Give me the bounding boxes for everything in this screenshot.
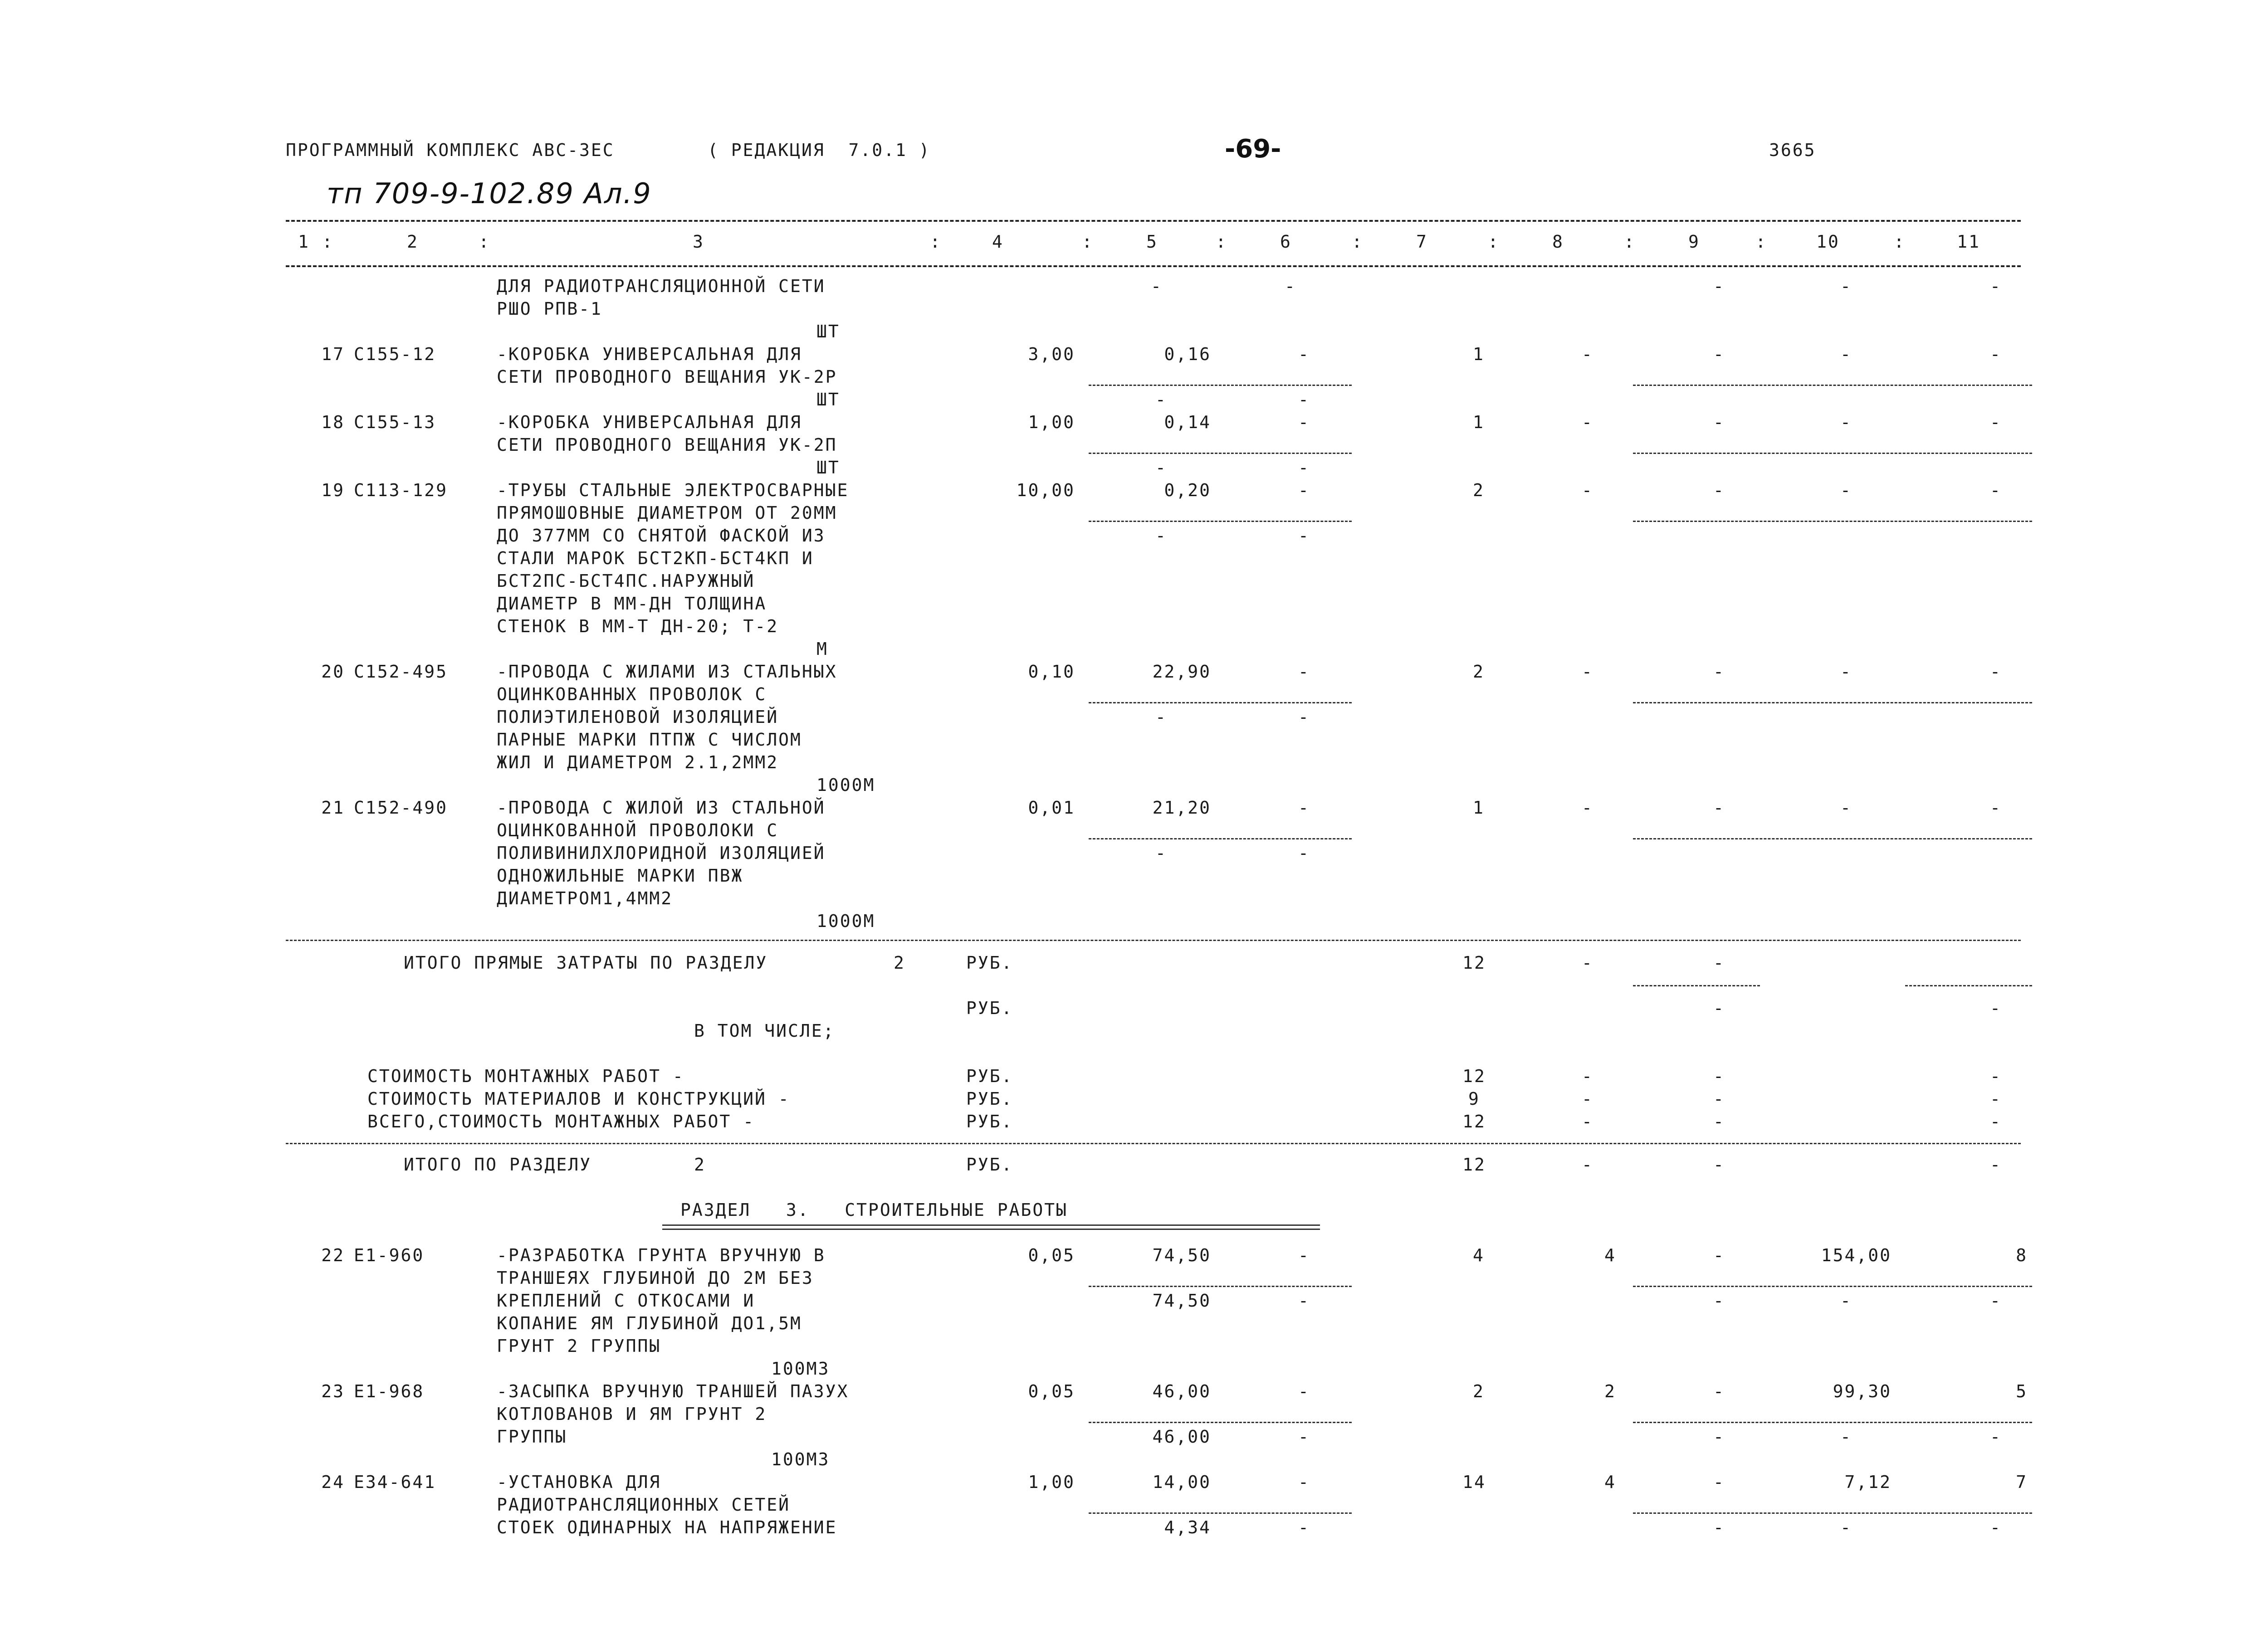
row-number: 23: [321, 1381, 345, 1401]
col-3: 3: [693, 232, 704, 252]
row-col11: -: [1990, 344, 2002, 364]
row-price: 74,50: [1152, 1245, 1211, 1265]
row-col11: -: [1990, 798, 2002, 818]
row-quantity: 0,10: [1028, 662, 1075, 682]
row-price: 21,20: [1152, 798, 1211, 818]
row-col6-second: -: [1298, 1291, 1310, 1311]
row-name-line: ТРАНШЕЯХ ГЛУБИНОЙ ДО 2М БЕЗ: [497, 1268, 814, 1288]
row-name-line: ПАРНЫЕ МАРКИ ПТПЖ С ЧИСЛОМ: [497, 730, 802, 750]
row-name-line: ОЦИНКОВАННОЙ ПРОВОЛОКИ С: [497, 820, 779, 840]
row-col7: 14: [1462, 1472, 1486, 1492]
total-install-col7: 12: [1462, 1112, 1486, 1132]
row-quantity: 1,00: [1028, 1472, 1075, 1492]
row-name-line: ДИАМЕТР В ММ-ДН ТОЛЩИНА: [497, 594, 767, 614]
row-name-line: КРЕПЛЕНИЙ С ОТКОСАМИ И: [497, 1291, 755, 1311]
section-total-col7: 12: [1462, 1155, 1486, 1175]
direct-costs-section: 2: [894, 953, 905, 973]
row-price: -: [1151, 276, 1163, 296]
row-col8: 4: [1604, 1245, 1616, 1265]
row-col10: -: [1840, 412, 1852, 432]
row-name-line: ДО 377ММ СО СНЯТОЙ ФАСКОЙ ИЗ: [497, 526, 826, 546]
row-unit: 100М3: [771, 1449, 830, 1469]
row-unit: М: [816, 639, 828, 659]
row-col8: -: [1582, 412, 1593, 432]
row-col9: -: [1713, 1472, 1725, 1492]
row-name-line: КОТЛОВАНОВ И ЯМ ГРУНТ 2: [497, 1404, 767, 1424]
row-col10: -: [1840, 798, 1852, 818]
row-name-line: ДИАМЕТРОМ1,4ММ2: [497, 888, 673, 908]
row-code: Е34-641: [354, 1472, 436, 1492]
row-number: 24: [321, 1472, 345, 1492]
row-col6: -: [1285, 276, 1296, 296]
row-col6: -: [1298, 662, 1310, 682]
col-7: 7: [1416, 232, 1428, 252]
row-name-line: ГРУППЫ: [497, 1427, 567, 1447]
row-col10: 99,30: [1833, 1381, 1892, 1401]
row-price-second: -: [1155, 526, 1167, 546]
col-1: 1: [298, 232, 310, 252]
row-col9: -: [1713, 276, 1725, 296]
install-cost-label: СТОИМОСТЬ МОНТАЖНЫХ РАБОТ -: [367, 1066, 684, 1086]
direct-costs-col7: 12: [1462, 953, 1486, 973]
row-col7: 2: [1473, 480, 1485, 500]
row-col7: 2: [1473, 662, 1485, 682]
row-price: 0,20: [1164, 480, 1211, 500]
row-col10: 154,00: [1821, 1245, 1892, 1265]
row-col11: -: [1990, 276, 2002, 296]
row-price-second: -: [1155, 707, 1167, 727]
row-col10: -: [1840, 276, 1852, 296]
header-rule-bottom: [286, 265, 2021, 267]
row-price: 0,14: [1164, 412, 1211, 432]
col-8: 8: [1552, 232, 1564, 252]
row-col8: -: [1582, 480, 1593, 500]
row-col11: -: [1990, 412, 2002, 432]
row-col6: -: [1298, 1472, 1310, 1492]
row-col9: -: [1713, 1245, 1725, 1265]
row-col8: 2: [1604, 1381, 1616, 1401]
row-col6-second: -: [1298, 707, 1310, 727]
row-unit: 1000М: [816, 911, 875, 931]
row-code: С155-12: [354, 344, 436, 364]
section-3-title-underline: [662, 1224, 1320, 1230]
row-price-second: 4,34: [1164, 1517, 1211, 1537]
including-label: В ТОМ ЧИСЛЕ;: [694, 1021, 835, 1041]
row-number: 17: [321, 344, 345, 364]
row-name-line: -КОРОБКА УНИВЕРСАЛЬНАЯ ДЛЯ: [497, 412, 802, 432]
row-col7: 1: [1473, 412, 1485, 432]
row-col11: 5: [2016, 1381, 2028, 1401]
row-name-line: ДЛЯ РАДИОТРАНСЛЯЦИОННОЙ СЕТИ: [497, 276, 826, 296]
row-number: 18: [321, 412, 345, 432]
row-price-second: 46,00: [1152, 1427, 1211, 1447]
page-number: -69-: [1225, 134, 1281, 164]
row-unit: ШТ: [816, 390, 840, 410]
row-code: С152-495: [354, 662, 448, 682]
row-name-line: -УСТАНОВКА ДЛЯ: [497, 1472, 661, 1492]
row-quantity: 1,00: [1028, 412, 1075, 432]
row-price-second: -: [1155, 390, 1167, 410]
materials-cost-label: СТОИМОСТЬ МАТЕРИАЛОВ И КОНСТРУКЦИЙ -: [367, 1089, 790, 1109]
row-quantity: 0,05: [1028, 1245, 1075, 1265]
row-col6-second: -: [1298, 843, 1310, 863]
section-total-rule: [286, 1143, 2021, 1144]
section-3-title: РАЗДЕЛ 3. СТРОИТЕЛЬНЫЕ РАБОТЫ: [680, 1200, 1068, 1220]
row-price: 14,00: [1152, 1472, 1211, 1492]
row-col6: -: [1298, 412, 1310, 432]
row-number: 21: [321, 798, 345, 818]
program-title: ПРОГРАММНЫЙ КОМПЛЕКС АВС-3ЕС: [286, 140, 615, 160]
row-col11: -: [1990, 662, 2002, 682]
row-quantity: 10,00: [1016, 480, 1075, 500]
row-name-line: КОПАНИЕ ЯМ ГЛУБИНОЙ ДО1,5М: [497, 1313, 802, 1333]
row-col9: -: [1713, 1381, 1725, 1401]
row-name-line: -РАЗРАБОТКА ГРУНТА ВРУЧНУЮ В: [497, 1245, 826, 1265]
row-code: С152-490: [354, 798, 448, 818]
col-4: 4: [992, 232, 1004, 252]
row-col7: 4: [1473, 1245, 1485, 1265]
row-code: Е1-968: [354, 1381, 425, 1401]
install-cost-col7: 12: [1462, 1066, 1486, 1086]
row-col6-second: -: [1298, 458, 1310, 478]
row-col6: -: [1298, 344, 1310, 364]
row-unit: ШТ: [816, 458, 840, 478]
header-rule-top: [286, 220, 2021, 222]
row-name-line: ЖИЛ И ДИАМЕТРОМ 2.1,2ММ2: [497, 752, 779, 772]
direct-costs-rub: РУБ.: [966, 953, 1013, 973]
handwritten-project-code: тп 709-9-102.89 Ал.9: [327, 177, 652, 210]
col-5: 5: [1146, 232, 1158, 252]
row-number: 20: [321, 662, 345, 682]
row-col6: -: [1298, 1245, 1310, 1265]
row-price-second: 74,50: [1152, 1291, 1211, 1311]
row-col10: -: [1840, 480, 1852, 500]
row-col6-second: -: [1298, 390, 1310, 410]
row-col7: 1: [1473, 798, 1485, 818]
row-name-line: РАДИОТРАНСЛЯЦИОННЫХ СЕТЕЙ: [497, 1495, 790, 1515]
row-col9: -: [1713, 344, 1725, 364]
row-name-line: БСТ2ПС-БСТ4ПС.НАРУЖНЫЙ: [497, 571, 755, 591]
row-price-second: -: [1155, 843, 1167, 863]
row-name-line: СТАЛИ МАРОК БСТ2КП-БСТ4КП И: [497, 548, 814, 568]
row-price: 46,00: [1152, 1381, 1211, 1401]
row-col9: -: [1713, 798, 1725, 818]
row-col7: 1: [1473, 344, 1485, 364]
row-price: 0,16: [1164, 344, 1211, 364]
row-price: 22,90: [1152, 662, 1211, 682]
row-col6: -: [1298, 480, 1310, 500]
row-quantity: 3,00: [1028, 344, 1075, 364]
row-name-line: ОДНОЖИЛЬНЫЕ МАРКИ ПВЖ: [497, 866, 743, 886]
row-quantity: 0,01: [1028, 798, 1075, 818]
row-col9: -: [1713, 412, 1725, 432]
row-col8: -: [1582, 798, 1593, 818]
row-name-line: -ЗАСЫПКА ВРУЧНУЮ ТРАНШЕЙ ПАЗУХ: [497, 1381, 849, 1401]
col-11: 11: [1957, 232, 1980, 252]
direct-costs-rub-second: РУБ.: [966, 998, 1013, 1018]
row-name-line: ПРЯМОШОВНЫЕ ДИАМЕТРОМ ОТ 20ММ: [497, 503, 837, 523]
col-2: 2: [407, 232, 419, 252]
row-code: С113-129: [354, 480, 448, 500]
row-col6: -: [1298, 798, 1310, 818]
section-total-label: ИТОГО ПО РАЗДЕЛУ: [404, 1155, 592, 1175]
row-unit: 100М3: [771, 1359, 830, 1379]
row-number: 19: [321, 480, 345, 500]
row-name-line: СТОЕК ОДИНАРНЫХ НА НАПРЯЖЕНИЕ: [497, 1517, 837, 1537]
materials-cost-col7: 9: [1468, 1089, 1480, 1109]
row-col8: -: [1582, 662, 1593, 682]
row-name-line: РШО РПВ-1: [497, 299, 602, 319]
row-col8: -: [1582, 344, 1593, 364]
row-col6-second: -: [1298, 1517, 1310, 1537]
row-col11: 7: [2016, 1472, 2028, 1492]
col-9: 9: [1688, 232, 1700, 252]
total-install-label: ВСЕГО,СТОИМОСТЬ МОНТАЖНЫХ РАБОТ -: [367, 1112, 755, 1132]
section-total-number: 2: [694, 1155, 706, 1175]
row-unit: 1000М: [816, 775, 875, 795]
col-6: 6: [1280, 232, 1292, 252]
row-col11: 8: [2016, 1245, 2028, 1265]
row-code: Е1-960: [354, 1245, 425, 1265]
row-col6-second: -: [1298, 526, 1310, 546]
row-name-line: -ПРОВОДА С ЖИЛАМИ ИЗ СТАЛЬНЫХ: [497, 662, 837, 682]
row-name-line: СЕТИ ПРОВОДНОГО ВЕЩАНИЯ УК-2Р: [497, 367, 837, 387]
direct-costs-label: ИТОГО ПРЯМЫЕ ЗАТРАТЫ ПО РАЗДЕЛУ: [404, 953, 768, 973]
edition-label: ( РЕДАКЦИЯ 7.0.1 ): [708, 140, 931, 160]
row-name-line: -ПРОВОДА С ЖИЛОЙ ИЗ СТАЛЬНОЙ: [497, 798, 826, 818]
row-col10: 7,12: [1844, 1472, 1892, 1492]
row-name-line: ПОЛИЭТИЛЕНОВОЙ ИЗОЛЯЦИЕЙ: [497, 707, 779, 727]
row-name-line: СЕТИ ПРОВОДНОГО ВЕЩАНИЯ УК-2П: [497, 435, 837, 455]
row-col9: -: [1713, 480, 1725, 500]
row-name-line: -ТРУБЫ СТАЛЬНЫЕ ЭЛЕКТРОСВАРНЫЕ: [497, 480, 849, 500]
row-name-line: -КОРОБКА УНИВЕРСАЛЬНАЯ ДЛЯ: [497, 344, 802, 364]
row-price-second: -: [1155, 458, 1167, 478]
row-col11: -: [1990, 480, 2002, 500]
row-col6-second: -: [1298, 1427, 1310, 1447]
row-quantity: 0,05: [1028, 1381, 1075, 1401]
row-number: 22: [321, 1245, 345, 1265]
row-unit: ШТ: [816, 322, 840, 341]
row-name-line: ПОЛИВИНИЛХЛОРИДНОЙ ИЗОЛЯЦИЕЙ: [497, 843, 826, 863]
row-col8: 4: [1604, 1472, 1616, 1492]
row-name-line: СТЕНОК В ММ-Т ДН-20; Т-2: [497, 616, 779, 636]
row-col10: -: [1840, 662, 1852, 682]
row-col10: -: [1840, 344, 1852, 364]
totals-rule-top: [286, 940, 2021, 941]
row-name-line: ОЦИНКОВАННЫХ ПРОВОЛОК С: [497, 684, 767, 704]
row-col7: 2: [1473, 1381, 1485, 1401]
row-col9: -: [1713, 662, 1725, 682]
row-col6: -: [1298, 1381, 1310, 1401]
row-name-line: ГРУНТ 2 ГРУППЫ: [497, 1336, 661, 1356]
col-10: 10: [1816, 232, 1840, 252]
document-number: 3665: [1769, 140, 1816, 160]
row-code: С155-13: [354, 412, 436, 432]
